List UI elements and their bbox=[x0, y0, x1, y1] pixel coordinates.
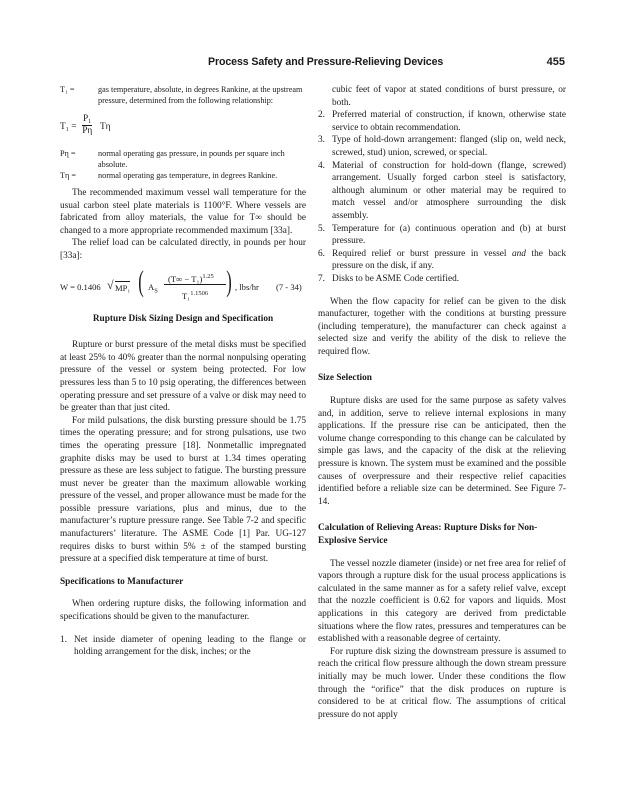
equation-lhs: T₁ = bbox=[60, 122, 77, 132]
equation-number: (7 - 34) bbox=[276, 281, 302, 292]
left-paren: ( bbox=[138, 264, 144, 298]
list-text: Net inside diameter of opening leading to the flange or holding arrangement for the disk, inches; or the bbox=[74, 634, 306, 658]
definition-text: gas temperature, absolute, in degrees Rankine, at the upstream pressure, determined from the following relationship: bbox=[98, 85, 303, 105]
section-heading: Specifications to Manufacturer bbox=[60, 576, 184, 587]
list-item bbox=[318, 160, 566, 223]
list-item bbox=[318, 248, 566, 273]
list-text: Type of hold-down arrangement: flanged (slip on, weld neck, screwed, stud) union, screwed, or special. bbox=[332, 135, 566, 158]
area-symbol bbox=[148, 281, 158, 298]
definition-symbol: T₁ = bbox=[60, 85, 75, 94]
running-title: Process Safety and Pressure-Relieving Devices bbox=[208, 56, 444, 68]
left-column bbox=[60, 84, 306, 659]
list-text: Material of construction for hold-down (flange, screwed) arrangement. Usually forged carbon steel is satisfactory, although aluminum or other material may be required to match vessel and/or atmosphere surrounding the disk assembly. bbox=[332, 160, 566, 221]
definition-symbol: Pη = bbox=[60, 149, 76, 158]
paragraph: Rupture disks are used for the same purpose as safety valves and, in addition, serve to relieve internal explosions in many applications. If the pressure rise can be anticipated, then the volume change corresponding to this change can be calculated by simple gas laws, and the capacity of the disk at the relieving pressure is known. The system must be examined and the possible causes of overpressure and their respective relief capacities identified before a reliable size can be determined. See Figure 7-14. bbox=[318, 396, 566, 507]
list-item-continuation bbox=[318, 84, 566, 109]
definition-text: normal operating gas temperature, in degrees Rankine. bbox=[98, 171, 278, 180]
list-text: Preferred material of construction, if known, otherwise state service to obtain recommendation. bbox=[332, 110, 566, 133]
fraction-denominator: Pη bbox=[82, 126, 93, 136]
fraction-numerator: P₁ bbox=[83, 114, 92, 124]
sqrt-operand: MP₁ bbox=[115, 282, 131, 293]
paragraph: For mild pulsations, the disk bursting pressure should be 1.75 times the operating pressure; and for strong pulsations, use two times the operating pressure [18]. Nonmetallic impregnated graphite disks may be used to burst at 1.34 times operating pressure as these are less subject to fatigue. The bursting pressure must never be greater than the maximum allowable working pressure of the vessel, and proper allowance must be made for the possible pressure variations, plus and minus, due to the manufacturer’s rupture pressure range. See Table 7-2 and specific manufacturers’ literature. The ASME Code [1] Par. UG-127 requires disks to burst within 5% ± of the stamped bursting pressure at a specified disk temperature at time of burst. bbox=[60, 415, 306, 565]
list-number: 7. bbox=[318, 273, 325, 284]
list-text: the back pressure on the disk, if any. bbox=[332, 248, 566, 272]
equation-t1 bbox=[60, 112, 306, 142]
definition-pn bbox=[60, 148, 306, 170]
equation-fraction bbox=[82, 114, 92, 137]
fraction-bar bbox=[164, 284, 226, 285]
denominator-text: T₁ bbox=[182, 290, 191, 301]
definition-symbol: Tη = bbox=[60, 171, 76, 180]
paragraph: When ordering rupture disks, the following information and specifications should be given to the manufacturer. bbox=[60, 599, 306, 623]
page-number: 455 bbox=[546, 56, 565, 68]
paragraph: For rupture disk sizing the downstream pressure is assumed to reach the critical flow pressure although the down stream pressure initially may be much lower. Under these conditions the flow through the “orifice” that the disk produces on rupture is considered to be at critical flow. The assumptions of critical pressure do not apply bbox=[318, 646, 566, 720]
right-column bbox=[318, 84, 566, 721]
equation-lhs: W = 0.1406 bbox=[60, 281, 101, 292]
section-heading: Calculation of Relieving Areas: Rupture Disks for Non-Explosive Service bbox=[318, 523, 538, 546]
area-subscript: S bbox=[154, 287, 158, 295]
equation-tail: Tη bbox=[100, 122, 111, 132]
list-item bbox=[318, 223, 566, 248]
paragraph: The recommended maximum vessel wall temperature for the usual carbon steel plate materials is 1100°F. Where vessels are fabricated from alloy materials, the value for T∞ should be changed to a more appropriate recommended maximum [33a]. bbox=[60, 188, 306, 236]
list-number: 1. bbox=[60, 634, 67, 645]
list-item bbox=[318, 273, 566, 286]
page-header bbox=[60, 56, 565, 72]
equation-7-34 bbox=[60, 263, 306, 309]
list-number: 2. bbox=[318, 110, 325, 121]
list-text: Temperature for (a) continuous operation and (b) at burst pressure. bbox=[332, 223, 566, 247]
area-letter: A bbox=[148, 281, 155, 292]
emphasis-and: and bbox=[511, 248, 526, 259]
definition-tn bbox=[60, 170, 306, 181]
paragraph: The relief load can be calculated directly, in pounds per hour [33a]: bbox=[60, 238, 306, 261]
denominator-exponent: 1.1506 bbox=[190, 289, 209, 297]
paragraph: The vessel nozzle diameter (inside) or net free area for relief of vapors through a rupture disk for the usual process applications is calculated in the same manner as for a safety relief valve, except that the nozzle coefficient is 0.62 for vapors and liquids. Most applications in this category are derived from predictable situations where the flow rates, pressures and temperatures can be established with a reasonable degree of certainty. bbox=[318, 558, 566, 645]
numerator-text: (T∞ − T₁) bbox=[168, 273, 203, 284]
numerator-exponent: 1.25 bbox=[202, 272, 214, 280]
list-text: Required relief or burst pressure in vessel bbox=[332, 248, 512, 259]
list-number: 5. bbox=[318, 223, 325, 234]
definition-text: normal operating gas pressure, in pounds per square inch absolute. bbox=[98, 149, 285, 169]
paragraph: When the flow capacity for relief can be given to the disk manufacturer, together with the conditions at bursting pressure (including temperature), the manufacturer can check against a selected size and verify the ability of the disk to relieve the required flow. bbox=[318, 296, 566, 357]
list-number: 4. bbox=[318, 160, 325, 171]
section-heading: Rupture Disk Sizing Design and Specification bbox=[92, 313, 274, 324]
list-item bbox=[318, 134, 566, 159]
list-number: 3. bbox=[318, 135, 325, 146]
rate-denominator bbox=[182, 288, 208, 302]
definition-t1 bbox=[60, 84, 306, 106]
right-paren: ) bbox=[226, 264, 232, 298]
equation-units: , lbs/hr bbox=[235, 281, 259, 292]
sqrt-sign: √ bbox=[107, 277, 114, 292]
list-item bbox=[318, 109, 566, 134]
list-item bbox=[60, 634, 306, 659]
list-text: cubic feet of vapor at stated conditions of burst pressure, or both. bbox=[332, 85, 566, 108]
paragraph: Rupture or burst pressure of the metal disks must be specified at least 25% to 40% greater than the normal nonpulsing operating pressure of the vessel or system being protected. For low pressures less than 5 to 10 psig operating, the differences between operating pressure and set pressure of a valve or disk may need to be greater than that just cited. bbox=[60, 340, 306, 414]
section-heading: Size Selection bbox=[318, 373, 372, 384]
list-number: 6. bbox=[318, 248, 325, 259]
list-text: Disks to be ASME Code certified. bbox=[332, 273, 460, 284]
